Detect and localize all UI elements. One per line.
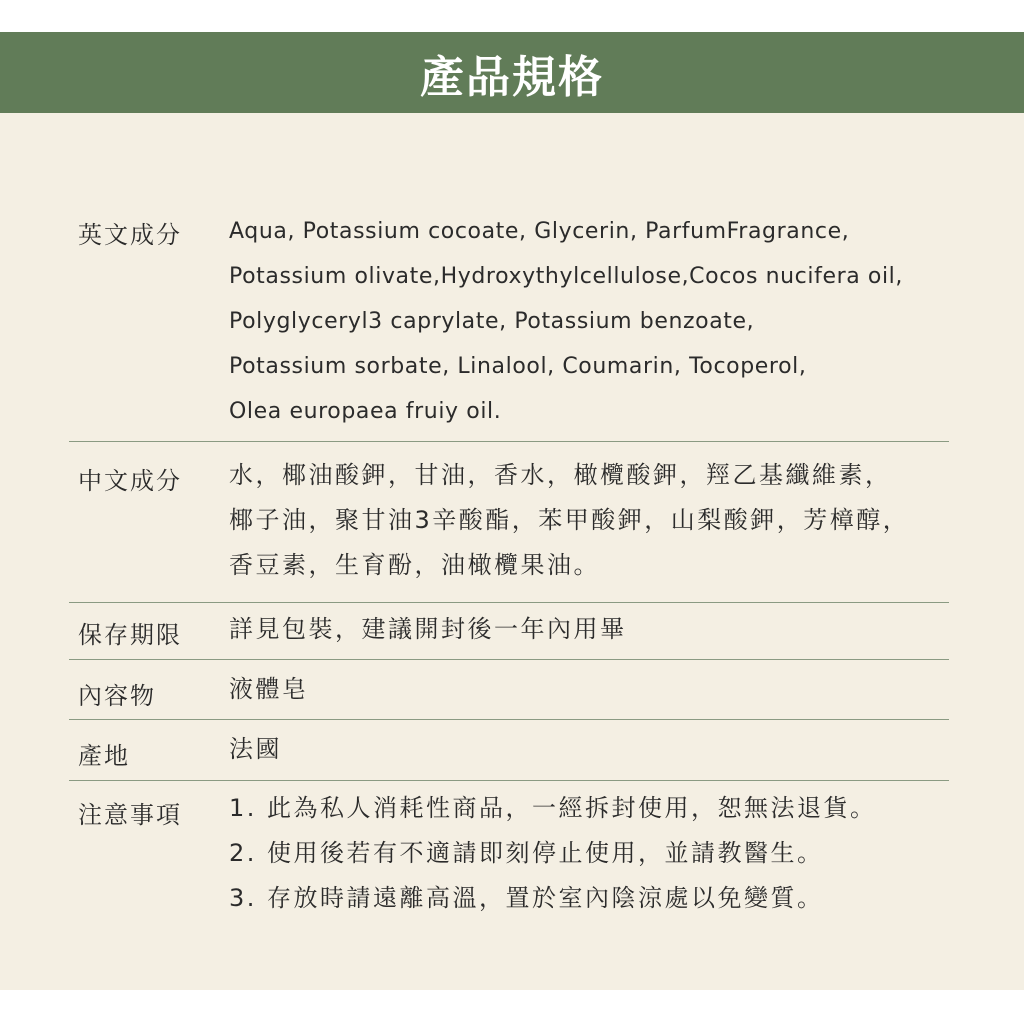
note-line: 2. 使用後若有不適請即刻停止使用，並請教醫生。 [229,839,824,867]
note-line: 3. 存放時請遠離高溫，置於室內陰涼處以免變質。 [229,884,824,912]
spec-value [229,442,949,602]
spec-table [69,177,949,931]
spec-value [229,603,949,659]
note-line: 1. 此為私人消耗性商品，一經拆封使用，恕無法退貨。 [229,794,877,822]
spec-row-english-ingredients [69,177,949,442]
contents-value: 液體皂 [229,675,309,703]
shelf-life-value: 詳見包裝，建議開封後一年內用畢 [229,615,627,643]
ingredient-line: 水，椰油酸鉀，甘油，香水，橄欖酸鉀，羥乙基纖維素， [229,461,892,489]
spec-value [229,660,949,719]
spec-label: 中文成分 [78,467,182,495]
spec-row-shelf-life [69,603,949,660]
spec-value [229,177,949,441]
spec-row-notes [69,781,949,931]
ingredient-line: Aqua, Potassium cocoate, Glycerin, ParfumFragrance, [229,219,850,244]
header-banner [0,32,1024,113]
spec-value [229,781,949,931]
spec-label: 產地 [78,742,130,770]
spec-row-contents [69,660,949,720]
spec-label: 注意事項 [78,801,182,829]
ingredient-line: Potassium sorbate, Linalool, Coumarin, Tocoperol, [229,354,807,379]
spec-row-origin [69,720,949,781]
origin-value: 法國 [229,735,282,763]
spec-panel [0,32,1024,990]
ingredient-line: Polyglyceryl3 caprylate, Potassium benzoate, [229,309,755,334]
ingredient-line: Potassium olivate,Hydroxythylcellulose,Cocos nucifera oil, [229,264,903,289]
spec-label: 保存期限 [78,621,182,649]
spec-label: 內容物 [78,682,156,710]
spec-value [229,720,949,780]
ingredient-line: 椰子油，聚甘油3辛酸酯，苯甲酸鉀，山梨酸鉀，芳樟醇， [229,506,910,534]
ingredient-line: 香豆素，生育酚，油橄欖果油。 [229,551,600,579]
spec-row-chinese-ingredients [69,442,949,603]
spec-label: 英文成分 [78,221,182,249]
ingredient-line: Olea europaea fruiy oil. [229,399,502,424]
page-title: 產品規格 [420,51,604,103]
